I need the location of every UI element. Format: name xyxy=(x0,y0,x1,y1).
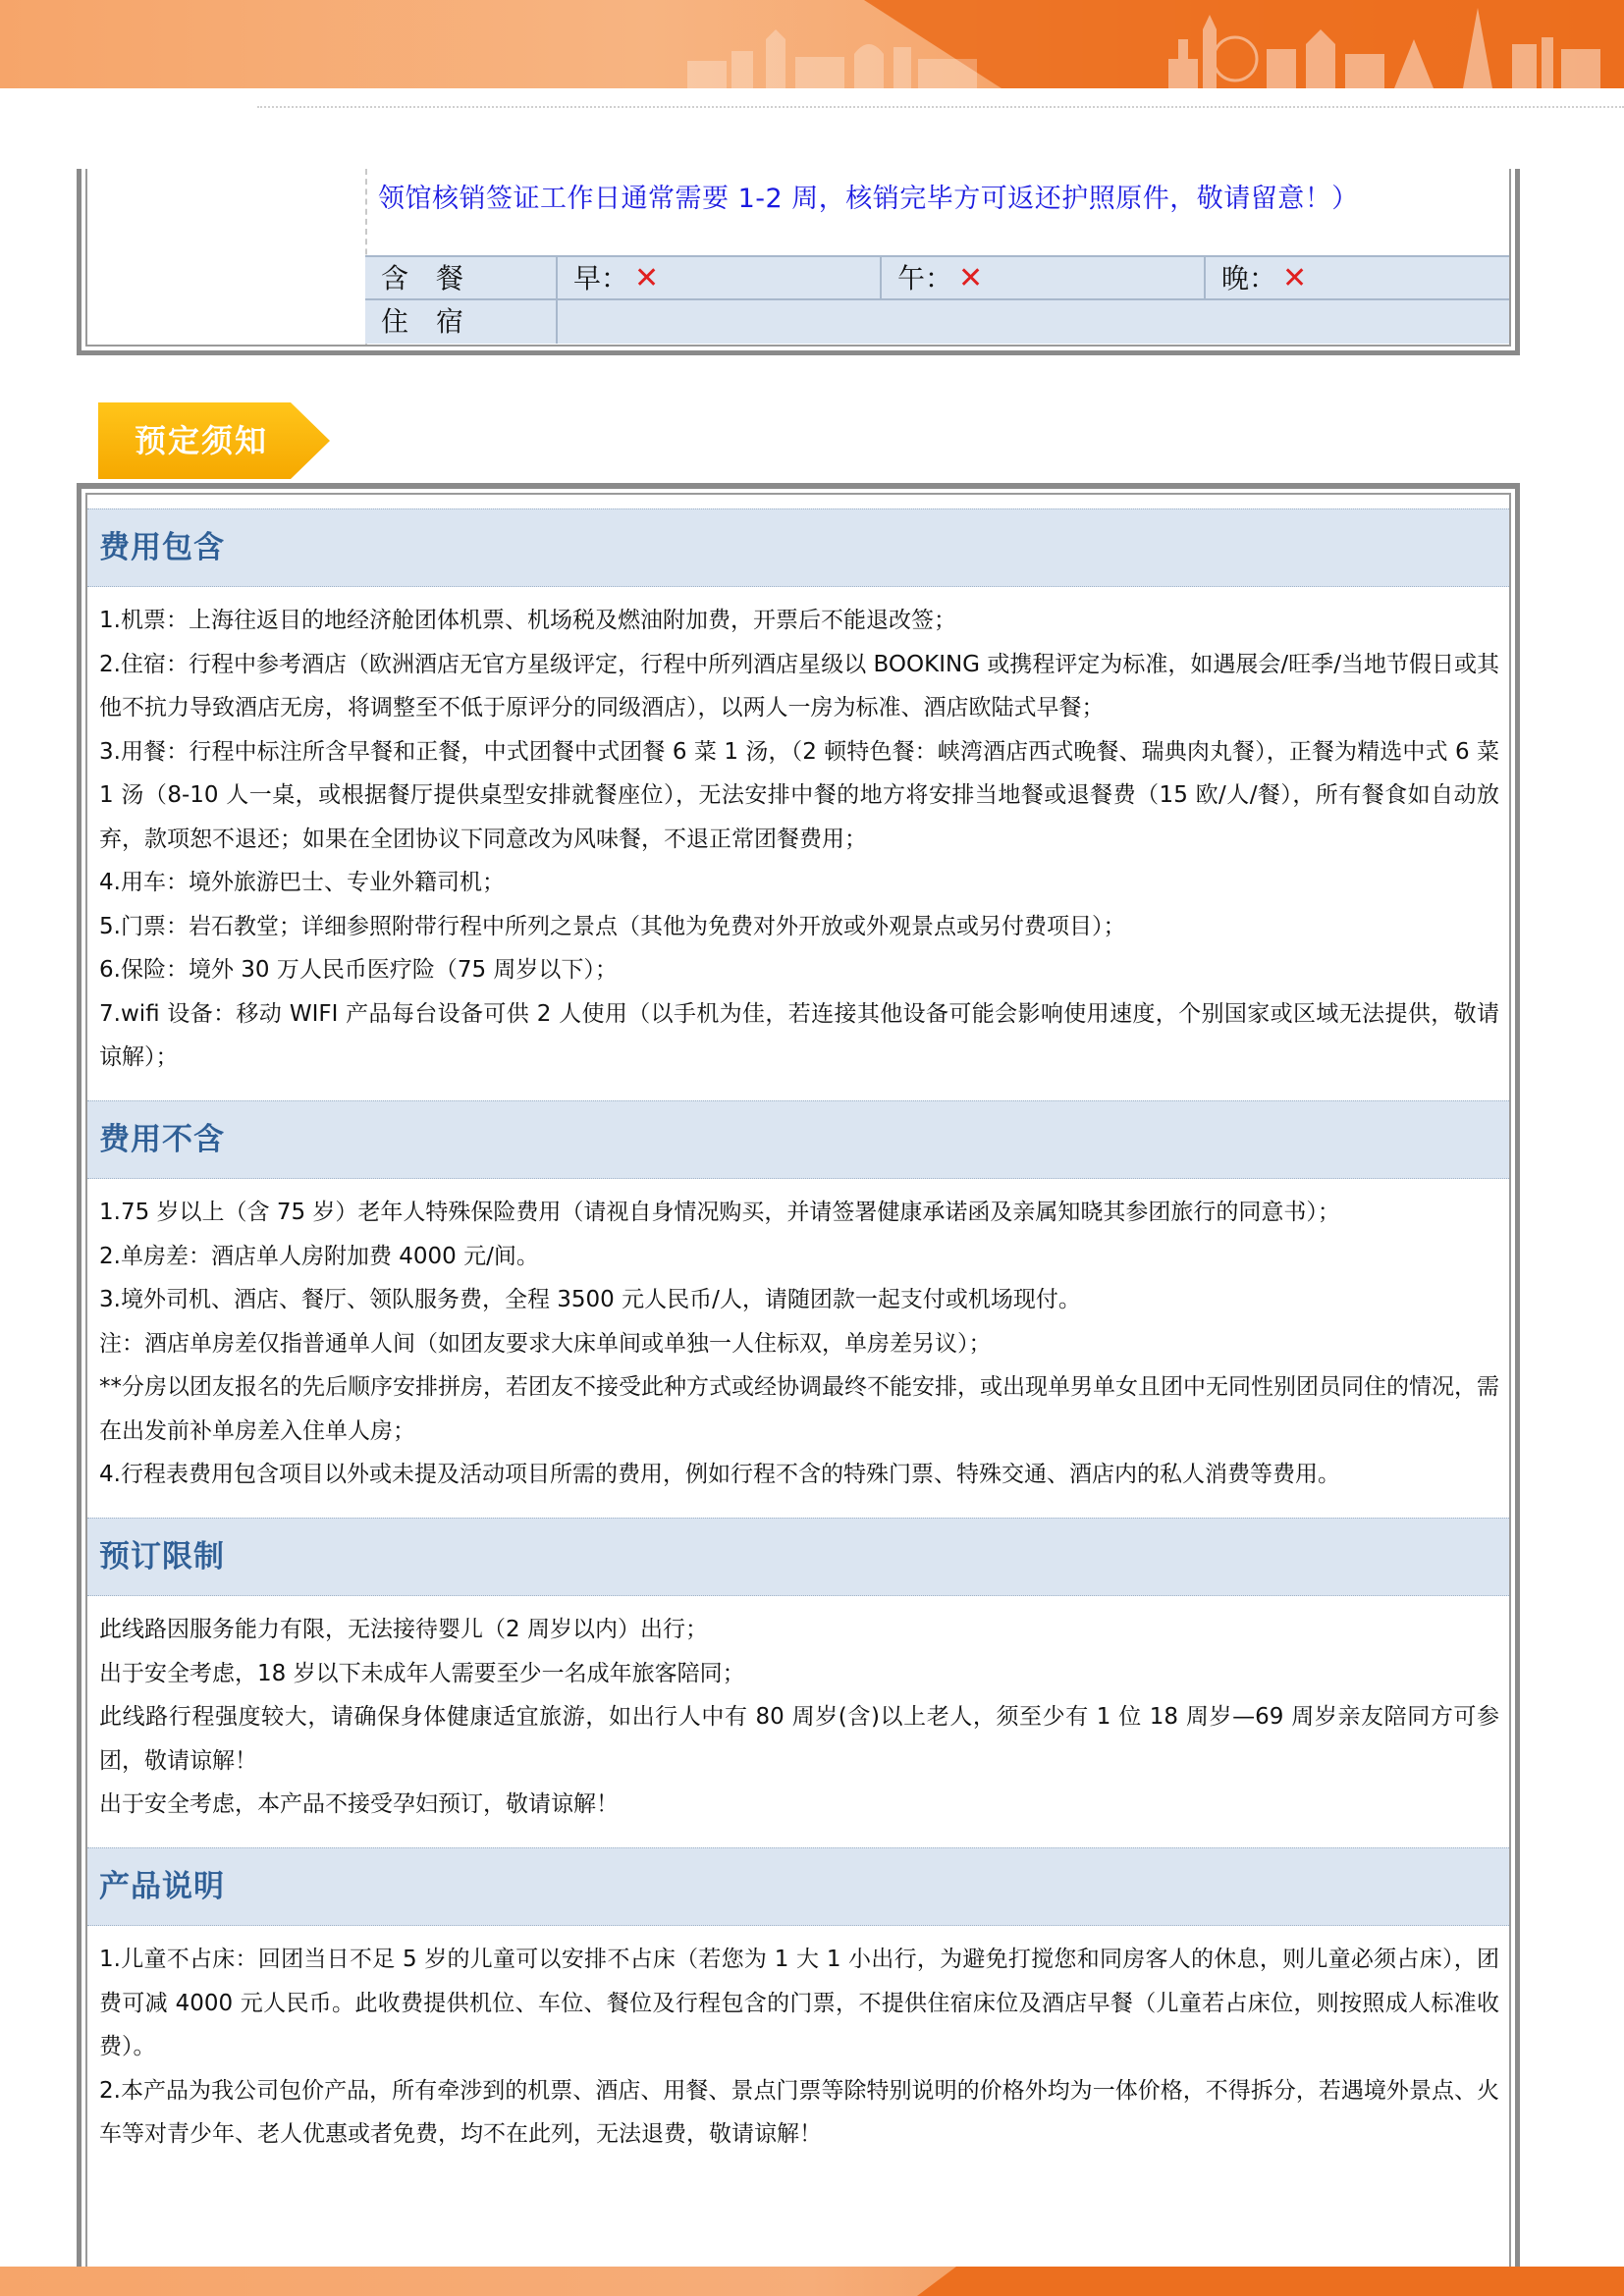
section-body-excluded xyxy=(99,1191,1499,1497)
excluded-item: 2.单房差：酒店单人房附加费 4000 元/间。 xyxy=(99,1243,539,1269)
included-item: 3.用餐：行程中标注所含早餐和正餐，中式团餐中式团餐 6 菜 1 汤，（2 顿特色餐：峡湾酒店西式晚餐、瑞典肉丸餐），正餐为精选中式 6 菜 1 汤（8-10 人一桌，或根据餐厅提供桌型安排就餐座位），无法安排中餐的地方将安排当地餐或退餐费（15 欧/人/餐），所有餐食如自动放弃，款项恕不退还；如果在全团协议下同意改为风味餐，不退正常团餐费用； xyxy=(99,738,1499,852)
section-body-included xyxy=(99,599,1499,1080)
visa-note: 领馆核销签证工作日通常需要 1-2 周，核销完毕方可返还护照原件，敬请留意！） xyxy=(378,184,1359,214)
included-item: 6.保险：境外 30 万人民币医疗险（75 周岁以下）； xyxy=(99,957,618,983)
included-item: 2.住宿：行程中参考酒店（欧洲酒店无官方星级评定，行程中所列酒店星级以 BOOKING 或携程评定为标准，如遇展会/旺季/当地节假日或其他不抗力导致酒店无房，将调整至不低于原评分的同级酒店），以两人一房为标准、酒店欧陆式早餐； xyxy=(99,651,1499,721)
header-rule xyxy=(257,106,1624,108)
restriction-item: 出于安全考虑，本产品不接受孕妇预订，敬请谅解！ xyxy=(99,1791,619,1817)
breakfast-label: 早： xyxy=(573,262,629,294)
excluded-item: 3.境外司机、酒店、餐厅、领队服务费，全程 3500 元人民币/人，请随团款一起支付或机场现付。 xyxy=(99,1287,1081,1312)
section-header-product xyxy=(87,1847,1509,1926)
product-item: 1.儿童不占床：回团当日不足 5 岁的儿童可以安排不占床（若您为 1 大 1 小出行，为避免打搅您和同房客人的休息，则儿童必须占床），团费可减 4000 元人民币。此收费提供机位、车位、餐位及行程包含的门票，不提供住宿床位及酒店早餐（儿童若占床位，则按照成人标准收费）。 xyxy=(99,1947,1499,2059)
booking-notice-ribbon xyxy=(98,402,330,479)
restriction-item: 此线路行程强度较大，请确保身体健康适宜旅游，如出行人中有 80 周岁(含)以上老人，须至少有 1 位 18 周岁—69 周岁亲友陪同方可参团，敬请谅解！ xyxy=(99,1704,1499,1774)
skyline-decoration xyxy=(0,0,1624,88)
section-title-restrictions: 预订限制 xyxy=(99,1539,225,1575)
included-item: 1.机票：上海往返目的地经济舱团体机票、机场税及燃油附加费，开票后不能退改签； xyxy=(99,608,956,633)
itinerary-day-column xyxy=(87,169,367,345)
excluded-item: 注：酒店单房差仅指普通单人间（如团友要求大床单间或单独一人住标双，单房差另议）； xyxy=(99,1330,992,1357)
lunch-cell xyxy=(882,257,1206,300)
restriction-item: 出于安全考虑，18 岁以下未成年人需要至少一名成年旅客陪同； xyxy=(99,1660,745,1686)
excluded-item: **分房以团友报名的先后顺序安排拼房，若团友不接受此种方式或经协调最终不能安排，或出现单男单女且团中无同性别团员同住的情况，需在出发前补单房差入住单人房； xyxy=(99,1374,1499,1444)
accommodation-label: 住 宿 xyxy=(365,300,558,344)
meals-row xyxy=(365,255,1509,300)
itinerary-table xyxy=(77,169,1520,355)
section-header-included xyxy=(87,508,1509,587)
breakfast-not-included-icon: ✕ xyxy=(634,261,660,295)
section-body-product xyxy=(99,1938,1499,2157)
included-item: 7.wifi 设备：移动 WIFI 产品每台设备可供 2 人使用（以手机为佳，若连接其他设备可能会影响使用速度，个别国家或区域无法提供，敬请谅解）； xyxy=(99,1000,1499,1070)
meals-label: 含 餐 xyxy=(365,257,558,300)
included-item: 4.用车：境外旅游巴士、专业外籍司机； xyxy=(99,870,505,895)
accommodation-value xyxy=(558,300,1509,344)
dinner-cell xyxy=(1206,257,1509,300)
included-item: 5.门票：岩石教堂；详细参照附带行程中所列之景点（其他为免费对外开放或外观景点或另付费项目）； xyxy=(99,913,1126,939)
restriction-item: 此线路因服务能力有限，无法接待婴儿（2 周岁以内）出行； xyxy=(99,1617,708,1642)
footer-banner xyxy=(0,2267,1624,2296)
booking-notice-title: 预定须知 xyxy=(134,422,268,459)
section-title-included: 费用包含 xyxy=(99,530,225,565)
accommodation-row xyxy=(365,298,1509,344)
dinner-label: 晚： xyxy=(1221,262,1277,294)
excluded-item: 4.行程表费用包含项目以外或未提及活动项目所需的费用，例如行程不含的特殊门票、特殊交通、酒店内的私人消费等费用。 xyxy=(99,1462,1340,1487)
dinner-not-included-icon: ✕ xyxy=(1282,261,1308,295)
section-header-excluded xyxy=(87,1100,1509,1179)
lunch-label: 午： xyxy=(897,262,953,294)
section-body-restrictions xyxy=(99,1608,1499,1827)
section-title-product: 产品说明 xyxy=(99,1869,225,1904)
booking-notice-box xyxy=(77,483,1520,2296)
breakfast-cell xyxy=(558,257,882,300)
section-header-restrictions xyxy=(87,1518,1509,1596)
header-banner xyxy=(0,0,1624,88)
section-title-excluded: 费用不含 xyxy=(99,1122,225,1157)
product-item: 2.本产品为我公司包价产品，所有牵涉到的机票、酒店、用餐、景点门票等除特别说明的价格外均为一体价格，不得拆分，若遇境外景点、火车等对青少年、老人优惠或者免费，均不在此列，无法退费，敬请谅解！ xyxy=(99,2077,1499,2147)
lunch-not-included-icon: ✕ xyxy=(958,261,984,295)
excluded-item: 1.75 岁以上（含 75 岁）老年人特殊保险费用（请视自身情况购买，并请签署健康承诺函及亲属知晓其参团旅行的同意书）； xyxy=(99,1200,1340,1225)
